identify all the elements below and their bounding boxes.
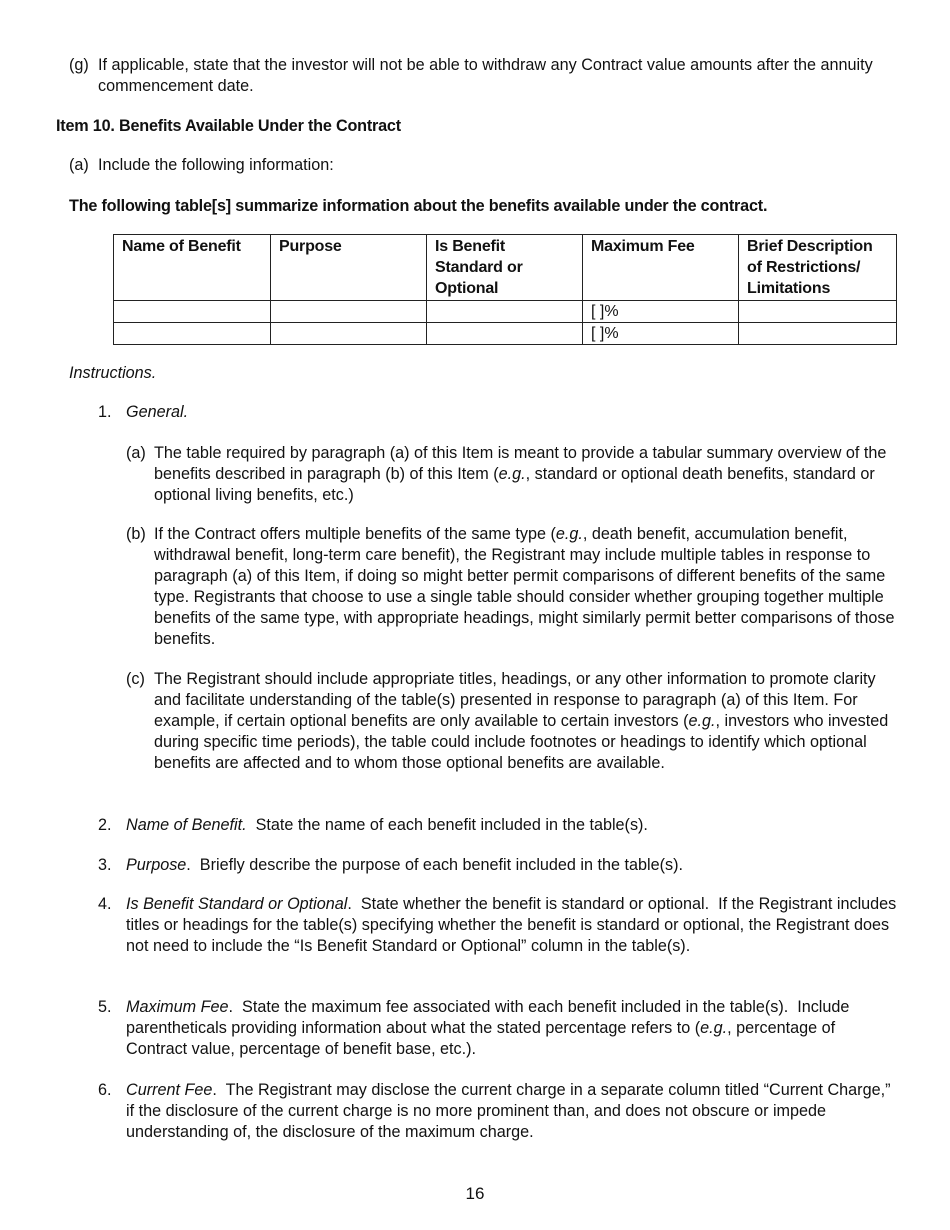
instr1c-text	[154, 669, 889, 774]
table-row	[114, 323, 897, 345]
instr5-part1: . State the maximum fee associated with each benefit included in the table(s). Include parentheticals providing information about what the stated percentage refers to (	[126, 998, 854, 1037]
table-header-row	[114, 235, 897, 301]
instr1a-part2: , standard or optional death benefits, standard or optional living benefits, etc.)	[154, 465, 875, 504]
instr6-title: Current Fee	[126, 1081, 213, 1099]
header-purpose: Purpose	[271, 235, 427, 301]
instr5-text	[126, 997, 898, 1060]
instr1b-part2: , death benefit, accumulation benefit, withdrawal benefit, long-term care benefit), the Registrant may include multiple tables in response to paragraph (a) of this Item, if doing so might better permit comparisons of different benefits of the same type. Registrants that choose to use a single table should consider whether grouping together multiple benefits of the same type, with appropriate headings, might similarly permit better comparisons of those benefits.	[154, 525, 895, 648]
instr1-title-text: General.	[126, 403, 189, 421]
instr6-num: 6.	[98, 1081, 112, 1099]
instr1-num: 1.	[98, 403, 112, 421]
instr1-title	[126, 402, 188, 423]
table-cell: [ ]%	[583, 301, 739, 323]
table-cell	[114, 323, 271, 345]
instr2-num: 2.	[98, 816, 112, 834]
instr4-title: Is Benefit Standard or Optional	[126, 895, 348, 913]
item-a-label: (a)	[69, 156, 89, 174]
table-cell	[427, 301, 583, 323]
instr1b-part1: If the Contract offers multiple benefits of the same type (	[154, 525, 556, 543]
table-cell	[739, 323, 897, 345]
table-cell	[427, 323, 583, 345]
item-a-text: Include the following information:	[98, 156, 334, 174]
instr1b-em: e.g.	[555, 525, 583, 543]
instr1c-em: e.g.	[688, 712, 716, 730]
table-cell	[114, 301, 271, 323]
instr6-text	[126, 1080, 896, 1143]
item-g-label: (g)	[69, 56, 89, 74]
instr1b-label: (b)	[126, 525, 146, 543]
instr6-body: . The Registrant may disclose the current charge in a separate column titled “Current Charge,” if the disclosure of the current charge is no more prominent than, and does not obscure or impede understanding of, the disclosure of the maximum charge.	[126, 1081, 895, 1141]
table-intro: The following table[s] summarize information about the benefits available under the contract.	[69, 197, 768, 215]
instr3-num: 3.	[98, 856, 112, 874]
instructions-label-text: Instructions.	[69, 364, 157, 382]
table-cell: [ ]%	[583, 323, 739, 345]
benefits-table	[113, 234, 897, 345]
header-maximum-fee: Maximum Fee	[583, 235, 739, 301]
instr2-text	[126, 815, 896, 836]
section-heading: Item 10. Benefits Available Under the Contract	[56, 117, 401, 135]
instructions-label	[69, 363, 156, 384]
table-cell	[739, 301, 897, 323]
instr1c-part1: The Registrant should include appropriate titles, headings, or any other information to promote clarity and facilitate understanding of the table(s) presented in response to paragraph (a) of this Item. For example, if certain optional benefits are only available to certain investors (	[154, 670, 876, 730]
instr1a-label: (a)	[126, 444, 146, 462]
instr1a-em: e.g.	[498, 465, 526, 483]
table-cell	[271, 301, 427, 323]
instr4-text	[126, 894, 901, 957]
instr3-body: . Briefly describe the purpose of each benefit included in the table(s).	[186, 856, 684, 874]
instr4-body: . State whether the benefit is standard or optional. If the Registrant includes titles or headings for the table(s) specifying whether the benefit is standard or optional, the Registrant does not need to include the “Is Benefit Standard or Optional” column in the table(s).	[126, 895, 901, 955]
instr5-part2: , percentage of Contract value, percentage of benefit base, etc.).	[126, 1019, 836, 1058]
header-standard-or-optional: Is Benefit Standard or Optional	[427, 235, 583, 301]
header-name-of-benefit: Name of Benefit	[114, 235, 271, 301]
instr5-em: e.g.	[700, 1019, 728, 1037]
instr2-title: Name of Benefit.	[126, 816, 247, 834]
instr5-num: 5.	[98, 998, 112, 1016]
instr3-title: Purpose	[126, 856, 187, 874]
instr3-text	[126, 855, 896, 876]
instr1a-text	[154, 443, 894, 506]
table-row	[114, 301, 897, 323]
instr1c-part2: , investors who invested during specific time periods), the table could include footnotes or headings to identify which optional benefits are affected and to whom those optional benefits are available.	[154, 712, 889, 772]
table-cell	[271, 323, 427, 345]
instr5-title: Maximum Fee	[126, 998, 229, 1016]
instr1c-label: (c)	[126, 670, 145, 688]
item-g-text: If applicable, state that the investor will not be able to withdraw any Contract value amounts after the annuity commencement date.	[98, 56, 873, 95]
header-restrictions: Brief Description of Restrictions/ Limitations	[739, 235, 897, 301]
instr1a-part1: The table required by paragraph (a) of this Item is meant to provide a tabular summary overview of the benefits described in paragraph (b) of this Item (	[154, 444, 887, 483]
instr4-num: 4.	[98, 895, 112, 913]
page-number: 16	[465, 1184, 485, 1203]
instr1b-text	[154, 524, 899, 650]
instr2-body: State the name of each benefit included in the table(s).	[246, 816, 648, 834]
